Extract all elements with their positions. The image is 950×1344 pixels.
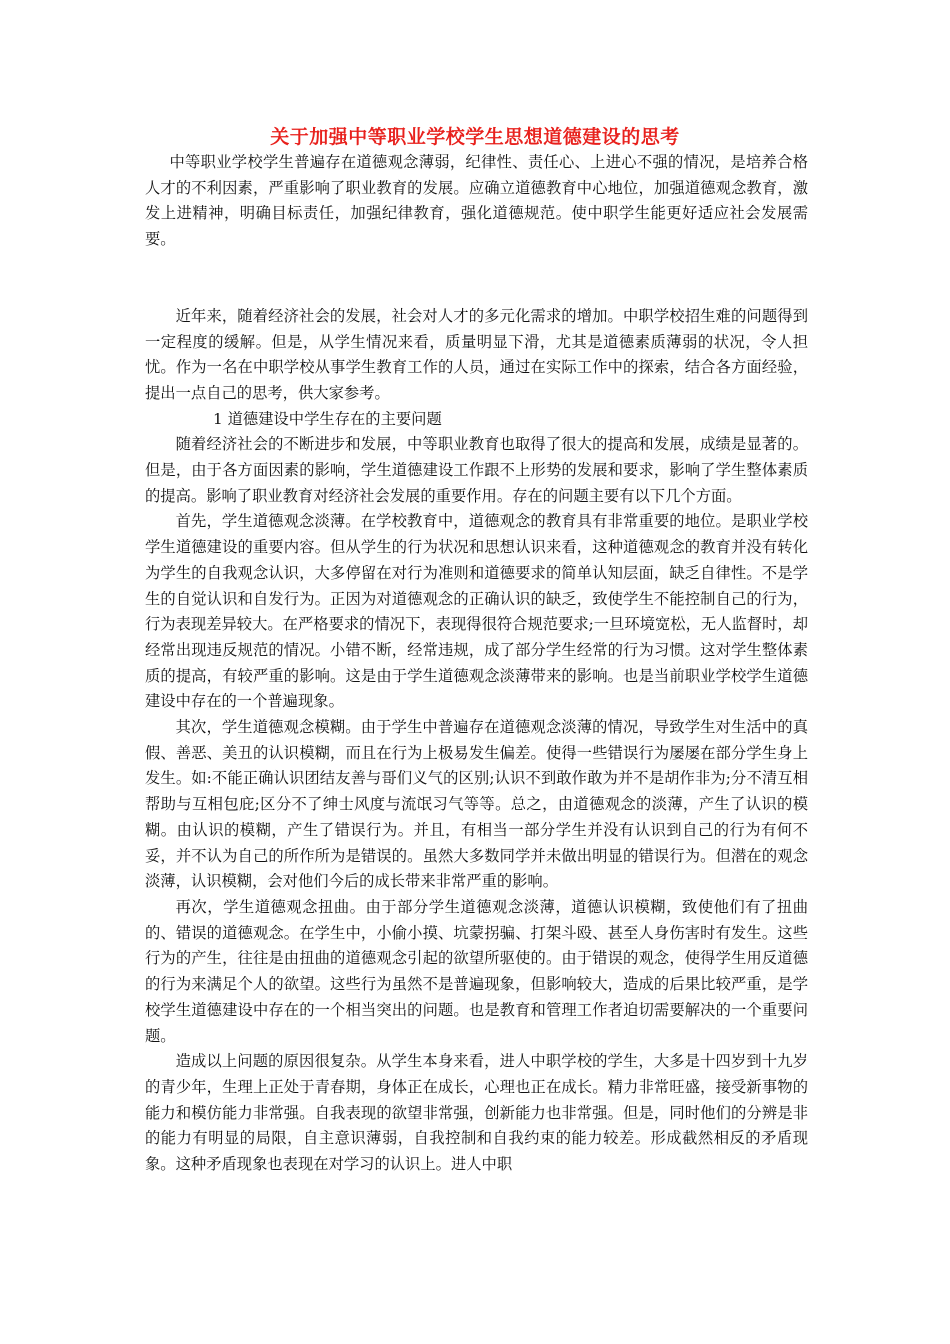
abstract-paragraph: 中等职业学校学生普遍存在道德观念薄弱，纪律性、责任心、上进心不强的情况，是培养合格人才的不利因素，严重影响了职业教育的发展。应确立道德教育中心地位，加强道德观念教育，激发上进精神，明确目标责任，加强纪律教育，强化道德规范。使中职学生能更好适应社会发展需要。	[145, 153, 808, 249]
body-paragraph: 其次，学生道德观念模糊。由于学生中普遍存在道德观念淡薄的情况，导致学生对生活中的真假、善恶、美丑的认识模糊，而且在行为上极易发生偏差。使得一些错误行为屡屡在部分学生身上发生。如:不能正确认识团结友善与哥们义气的区别;认识不到敢作敢为并不是胡作非为;分不清互相帮助与互相包庇;区分不了绅士风度与流氓习气等等。总之，由道德观念的淡薄，产生了认识的模糊。由认识的模糊，产生了错误行为。并且，有相当一部分学生并没有认识到自己的行为有何不妥，并不认为自己的所作所为是错误的。虽然大多数同学并未做出明显的错误行为。但潜在的观念淡薄，认识模糊，会对他们今后的成长带来非常严重的影响。	[145, 718, 808, 891]
body-paragraph: 再次，学生道德观念扭曲。由于部分学生道德观念淡薄，道德认识模糊，致使他们有了扭曲的、错误的道德观念。在学生中，小偷小摸、坑蒙拐骗、打架斗殴、甚至人身伤害时有发生。这些行为的产生，往往是由扭曲的道德观念引起的欲望所驱使的。由于错误的观念，使得学生用反道德的行为来满足个人的欲望。这些行为虽然不是普遍现象，但影响较大，造成的后果比较严重，是学校学生道德建设中存在的一个相当突出的问题。也是教育和管理工作者迫切需要解决的一个重要问题。	[145, 897, 808, 1045]
body-paragraph: 造成以上问题的原因很复杂。从学生本身来看，进人中职学校的学生，大多是十四岁到十九岁的青少年，生理上正处于青春期，身体正在成长，心理也正在成长。精力非常旺盛，接受新事物的能力和模仿能力非常强。自我表现的欲望非常强，创新能力也非常强。但是，同时他们的分辨是非的能力有明显的局限，自主意识薄弱，自我控制和自我约束的能力较差。形成截然相反的矛盾现象。这种矛盾现象也表现在对学习的认识上。进人中职	[145, 1052, 808, 1174]
document-body	[145, 150, 808, 1178]
body-paragraph: 首先，学生道德观念淡薄。在学校教育中，道德观念的教育具有非常重要的地位。是职业学校学生道德建设的重要内容。但从学生的行为状况和思想认识来看，这种道德观念的教育并没有转化为学生的自我观念认识，大多停留在对行为准则和道德要求的简单认知层面，缺乏自律性。不是学生的自觉认识和自发行为。正因为对道德观念的正确认识的缺乏，致使学生不能控制自己的行为，行为表现差异较大。在严格要求的情况下，表现得很符合规范要求;一旦环境宽松，无人监督时，却经常出现违反规范的情况。小错不断，经常违规，成了部分学生经常的行为习惯。这对学生整体素质的提高，有较严重的影响。这是由于学生道德观念淡薄带来的影响。也是当前职业学校学生道德建设中存在的一个普遍现象。	[145, 512, 808, 711]
intro-paragraph: 近年来，随着经济社会的发展，社会对人才的多元化需求的增加。中职学校招生难的问题得到一定程度的缓解。但是，从学生情况来看，质量明显下滑，尤其是道德素质薄弱的状况，令人担忧。作为一名在中职学校从事学生教育工作的人员，通过在实际工作中的探索，结合各方面经验，提出一点自己的思考，供大家参考。	[145, 306, 808, 402]
document-title: 关于加强中等职业学校学生思想道德建设的思考	[270, 126, 680, 148]
section-heading: 1 道德建设中学生存在的主要问题	[213, 409, 442, 428]
body-paragraph: 随着经济社会的不断进步和发展，中等职业教育也取得了很大的提高和发展，成绩是显著的。但是，由于各方面因素的影响，学生道德建设工作跟不上形势的发展和要求，影响了学生整体素质的提高。影响了职业教育对经济社会发展的重要作用。存在的问题主要有以下几个方面。	[145, 435, 808, 505]
section-spacer	[145, 253, 808, 304]
